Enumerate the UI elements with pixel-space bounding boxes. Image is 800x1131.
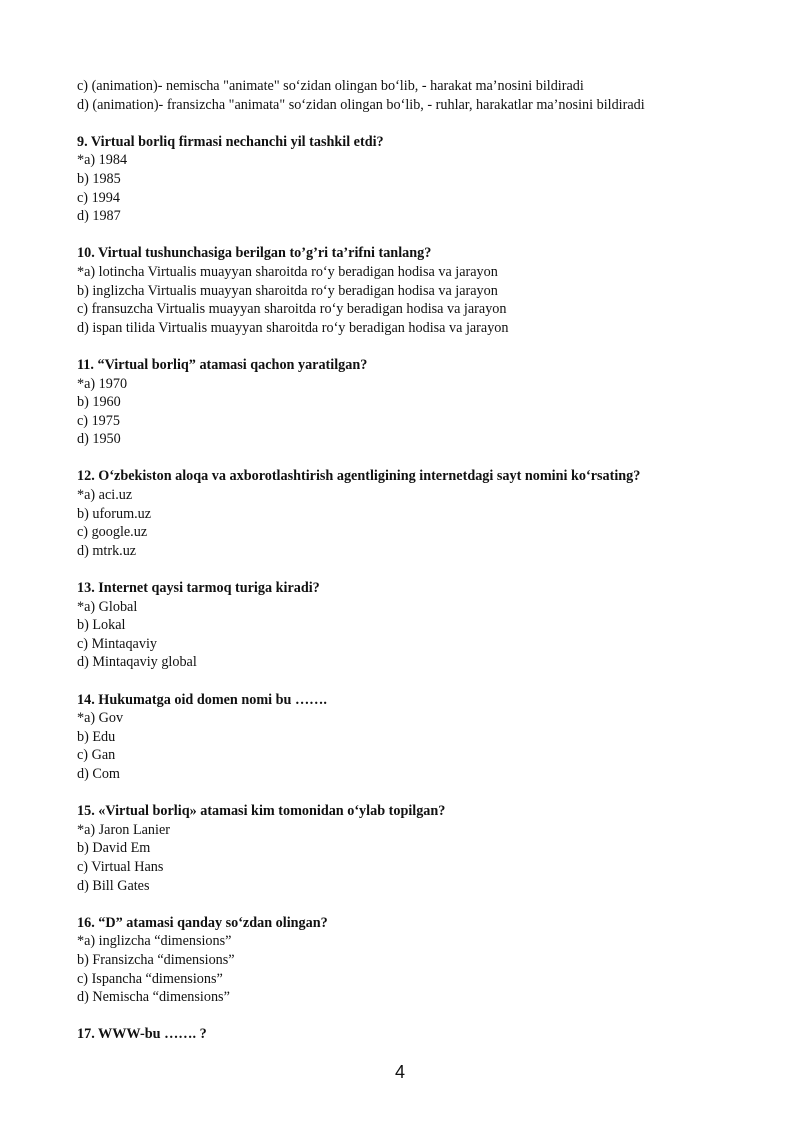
page-number: 4 (394, 1062, 405, 1082)
answer-option: b) Edu (77, 728, 116, 745)
carryover-option-d: d) (animation)- fransizcha "animata" so‘zidan olingan bo‘lib, - ruhlar, harakatlar ma’nosini bildiradi (77, 96, 645, 113)
answer-option: *a) aci.uz (77, 487, 133, 504)
answer-option: b) inglizcha Virtualis muayyan sharoitda ro‘y beradigan hodisa va jarayon (77, 282, 498, 299)
question-title: 11. “Virtual borliq” atamasi qachon yaratilgan? (77, 356, 368, 373)
answer-option: *a) 1970 (77, 375, 128, 392)
question-block (77, 244, 760, 337)
answer-option: *a) Global (77, 598, 138, 615)
answer-option: d) mtrk.uz (77, 542, 137, 559)
carryover-options (77, 77, 760, 114)
page-content (77, 77, 760, 1044)
answer-option: c) Virtual Hans (77, 858, 164, 875)
question-list (77, 133, 760, 1044)
question-block (77, 356, 760, 449)
question-title: 17. WWW-bu ……. ? (77, 1026, 207, 1043)
answer-option: *a) lotincha Virtualis muayyan sharoitda ro‘y beradigan hodisa va jarayon (77, 263, 498, 280)
question-block (77, 802, 760, 895)
question-title: 10. Virtual tushunchasiga berilgan to’g’ri ta’rifni tanlang? (77, 245, 432, 262)
answer-option: d) Nemischa “dimensions” (77, 989, 230, 1006)
answer-option: c) Mintaqaviy (77, 635, 157, 652)
answer-option: *a) 1984 (77, 152, 128, 169)
answer-option: *a) Jaron Lanier (77, 821, 170, 838)
answer-option: b) 1960 (77, 394, 121, 411)
answer-option: d) ispan tilida Virtualis muayyan sharoitda ro‘y beradigan hodisa va jarayon (77, 319, 509, 336)
carryover-option-c: c) (animation)- nemischa "animate" so‘zidan olingan bo‘lib, - harakat ma’nosini bildiradi (77, 78, 584, 94)
answer-option: b) uforum.uz (77, 505, 152, 522)
answer-option: c) 1975 (77, 412, 120, 429)
question-block (77, 691, 760, 784)
answer-option: b) 1985 (77, 170, 121, 187)
answer-option: *a) inglizcha “dimensions” (77, 933, 232, 950)
answer-option: d) Com (77, 765, 120, 782)
answer-option: c) Gan (77, 747, 116, 764)
answer-option: c) 1994 (77, 189, 120, 206)
answer-option: b) Fransizcha “dimensions” (77, 951, 235, 968)
question-title: 16. “D” atamasi qanday so‘zdan olingan? (77, 914, 328, 931)
answer-option: b) Lokal (77, 617, 126, 634)
answer-option: c) Ispancha “dimensions” (77, 970, 223, 987)
question-title: 15. «Virtual borliq» atamasi kim tomonidan o‘ylab topilgan? (77, 803, 446, 820)
question-block (77, 579, 760, 672)
answer-option: d) 1987 (77, 208, 121, 225)
answer-option: b) David Em (77, 840, 151, 857)
question-block (77, 133, 760, 226)
answer-option: *a) Gov (77, 710, 124, 727)
answer-option: d) Bill Gates (77, 877, 150, 894)
question-title: 12. O‘zbekiston aloqa va axborotlashtirish agentligining internetdagi sayt nomini ko‘rsating? (77, 468, 641, 485)
answer-option: d) 1950 (77, 431, 121, 448)
question-block (77, 1025, 760, 1044)
question-title: 13. Internet qaysi tarmoq turiga kiradi? (77, 580, 320, 597)
answer-option: c) fransuzcha Virtualis muayyan sharoitda ro‘y beradigan hodisa va jarayon (77, 301, 507, 318)
answer-option: c) google.uz (77, 524, 148, 541)
question-title: 9. Virtual borliq firmasi nechanchi yil tashkil etdi? (77, 133, 384, 150)
question-title: 14. Hukumatga oid domen nomi bu ……. (77, 691, 327, 708)
answer-option: d) Mintaqaviy global (77, 654, 197, 671)
question-block (77, 467, 760, 560)
question-block (77, 914, 760, 1007)
